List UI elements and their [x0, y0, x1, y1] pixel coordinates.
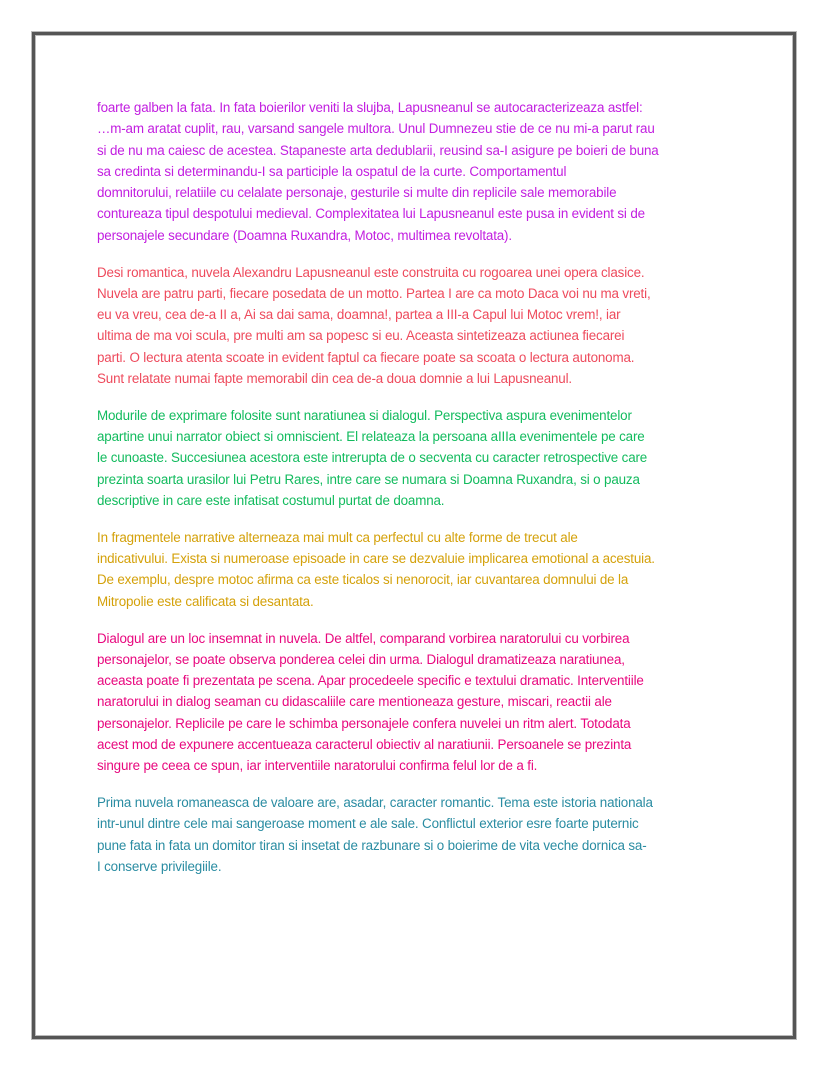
text-line: singure pe ceea ce spun, iar interventiile naratorului confirma felul lor de a fi. [97, 758, 538, 774]
text-line: ultima de ma voi scula, pre multi am sa popesc si eu. Aceasta sintetizeaza actiunea fiecarei [97, 328, 625, 344]
text-line: I conserve privilegiile. [97, 859, 222, 874]
paragraph [97, 792, 757, 877]
text-line: …m-am aratat cuplit, rau, varsand sangele multora. Unul Dumnezeu stie de ce nu mi-a parut rau [97, 121, 655, 137]
text-line: Desi romantica, nuvela Alexandru Lapusneanul este construita cu rogoarea unei opera clasice. [97, 264, 645, 280]
text-line: si de nu ma caiesc de acestea. Stapaneste arta dedublarii, reusind sa-I asigure pe boieri de buna [97, 142, 659, 158]
text-line: acest mod de expunere accentueaza caracterul obiectiv al naratiunii. Persoanele se prezinta [97, 737, 632, 753]
paragraph [97, 97, 757, 246]
text-line: Prima nuvela romaneasca de valoare are, asadar, caracter romantic. Tema este istoria nationala [97, 795, 653, 811]
text-line: sa credinta si determinandu-I sa participle la ospatul de la curte. Comportamentul [97, 163, 567, 179]
text-line: eu va vreu, cea de-a II a, Ai sa dai sama, doamna!, partea a III-a Capul lui Motoc vrem!, iar [97, 307, 621, 323]
text-line: Mitropolie este calificata si desantata. [97, 593, 314, 609]
text-line: foarte galben la fata. In fata boierilor veniti la slujba, Lapusneanul se autocaracterizeaza astfel: [97, 100, 643, 115]
text-line: Modurile de exprimare folosite sunt naratiunea si dialogul. Perspectiva aspura evenimentelor [97, 407, 632, 423]
paragraph [97, 262, 757, 390]
text-line: personajelor, se poate observa ponderea celei din urma. Dialogul dramatizeaza naratiunea, [97, 651, 625, 667]
text-line: domnitorului, relatiile cu celalate personaje, gesturile si multe din replicile sale memorabile [97, 185, 617, 201]
text-line: parti. O lectura atenta scoate in evident faptul ca fiecare poate sa scoata o lectura autonoma. [97, 349, 635, 365]
text-line: De exemplu, despre motoc afirma ca este ticalos si nenorocit, iar cuvantarea domnului de la [97, 572, 629, 588]
text-line: descriptive in care este infatisat costumul purtat de doamna. [97, 493, 445, 509]
text-line: Sunt relatate numai fapte memorabil din cea de-a doua domnie a lui Lapusneanul. [97, 371, 572, 387]
text-line: intr-unul dintre cele mai sangeroase moment e ale sale. Conflictul exterior esre foarte puternic [97, 816, 639, 832]
text-line: le cunoaste. Succesiunea acestora este intrerupta de o secventa cu caracter retrospective care [97, 450, 648, 466]
text-line: In fragmentele narrative alterneaza mai mult ca perfectul cu alte forme de trecut ale [97, 529, 578, 545]
paragraph [97, 527, 757, 612]
paragraph [97, 405, 757, 511]
text-line: personajele secundare (Doamna Ruxandra, Motoc, multimea revoltata). [97, 227, 512, 243]
text-line: pune fata in fata un domitor tiran si insetat de razbunare si o boierime de vita veche dornica sa- [97, 837, 647, 853]
text-line: indicativului. Exista si numeroase episoade in care se dezvaluie implicarea emotional a acestuia. [97, 551, 655, 567]
text-line: contureaza tipul despotului medieval. Complexitatea lui Lapusneanul este pusa in evident si de [97, 206, 645, 222]
text-line: personajelor. Replicile pe care le schimba personajele confera nuvelei un ritm alert. Totodata [97, 715, 631, 731]
paragraph [97, 628, 757, 777]
text-line: Nuvela are patru parti, fiecare posedata de un motto. Partea I are ca moto Daca voi nu ma vreti, [97, 285, 651, 301]
document-body [97, 97, 757, 893]
text-line: Dialogul are un loc insemnat in nuvela. De altfel, comparand vorbirea naratorului cu vorbirea [97, 630, 630, 646]
text-line: naratorului in dialog seaman cu didascaliile care mentioneaza gesture, miscari, reactii ale [97, 694, 612, 710]
text-line: prezinta soarta urasilor lui Petru Rares, intre care se numara si Doamna Ruxandra, si o pauza [97, 471, 640, 487]
text-line: apartine unui narrator obiect si omniscient. El relateaza la persoana aIIIa evenimentele pe care [97, 429, 645, 445]
text-line: aceasta poate fi prezentata pe scena. Apar procedeele specific e textului dramatic. Interventiile [97, 673, 644, 689]
